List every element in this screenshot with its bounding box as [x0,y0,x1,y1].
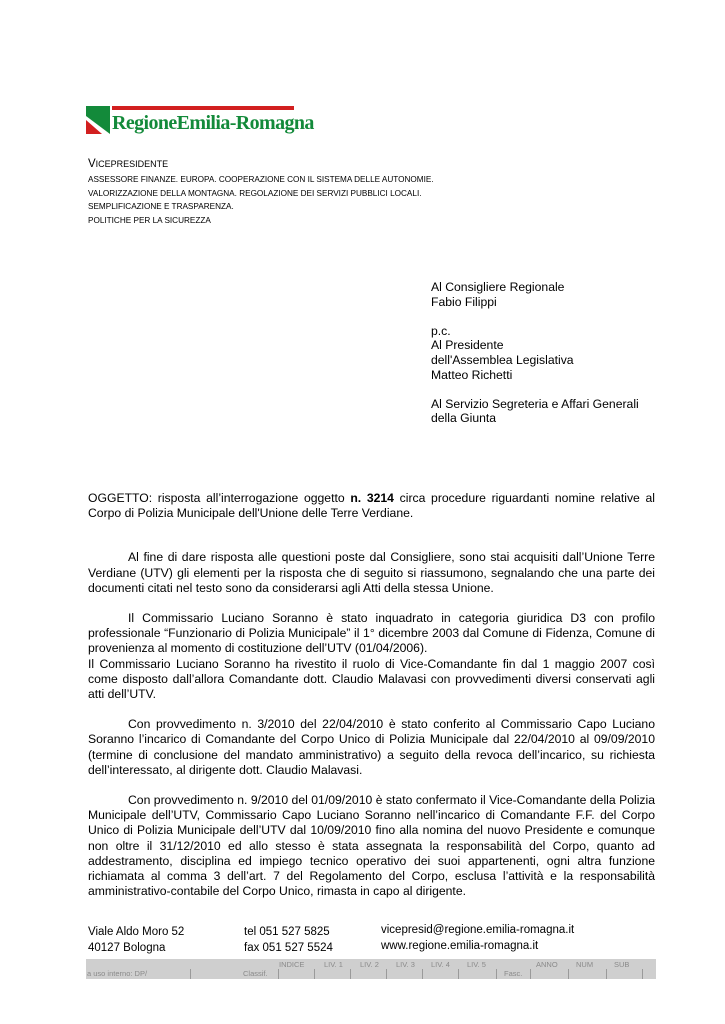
recipient-line: Al Servizio Segreteria e Affari Generali [431,396,639,411]
recipient-line: dell'Assemblea Legislativa [431,352,574,367]
office-line-2: VALORIZZAZIONE DELLA MONTAGNA. REGOLAZIONE DEI SERVIZI PUBBLICI LOCALI. [88,188,422,198]
paragraph-2: Il Commissario Luciano Soranno è stato inquadrato in categoria giuridica D3 con profilo professionale “Funzionario di Polizia Municipale” il 1° dicembre 2003 dal Comune di Fidenza, Comune di provenienza al momento di costituzione dell’UTV (01/04/2006). [88,611,655,656]
recipient-line: Matteo Richetti [431,367,513,382]
logo-text: RegioneEmilia-Romagna [112,112,314,134]
footer-phone [244,924,333,956]
band-indice: INDICE [279,960,305,969]
vicepresidente-title [88,158,434,170]
subject-suffix: circa procedure riguardanti nomine relative al Corpo di Polizia Municipale dell'Unione delle Terre Verdiane. [88,491,655,521]
website: www.regione.emilia-romagna.it [381,940,539,952]
band-liv2: LIV. 2 [360,960,379,969]
letter-body [88,491,655,899]
band-uso-interno: a uso interno: DP/ [87,969,148,978]
paragraph-2b: Il Commissario Luciano Soranno ha rivestito il ruolo di Vice-Comandante fin dal 1 maggio 2007 così come disposto dall’allora Comandante dott. Claudio Malavasi con provvedimenti diversi conservati agli atti dell’UTV. [88,656,655,702]
footer-address [88,924,184,956]
paragraph-1: Al fine di dare risposta alle questioni poste dal Consigliere, sono stai acquisiti dall’Unione Terre Verdiane (UTV) gli elementi per la risposta che di seguito si riassumono, segnalando che una parte dei documenti citati nel testo sono da considerarsi agli Atti della stessa Unione. [88,550,655,595]
classification-band [86,959,656,979]
paragraph-3: Con provvedimento n. 3/2010 del 22/04/2010 è stato conferito al Commissario Capo Luciano Soranno l’incarico di Comandante del Corpo Unico di Polizia Municipale dal 22/04/2010 al 09/09/2010 (termine di conclusione del mandato amministrativo) a seguito della revoca dell’incarico, su richiesta dell’interessato, al dirigente dott. Claudio Malavasi. [88,717,655,777]
paragraph-4: Con provvedimento n. 9/2010 del 01/09/2010 è stato confermato il Vice-Comandante della Polizia Municipale dell’UTV, Commissario Capo Luciano Soranno nell’incarico di Comandante F.F. del Corpo Unico di Polizia Municipale dell’UTV dal 10/09/2010 fino alla nomina del nuovo Presidente e comunque non oltre il 31/12/2010 ed allo stesso è stata assegnata la responsabilità del Corpo, quanto ad addestramento, disciplina ed impiego tecnico operativo dei suoi appartenenti, ogni altra funzione richiamata al comma 3 dell’art. 7 del Regolamento del Corpo, esclusa l’attività e la responsabilità amministrativo-contabile del Corpo Unico, rimasta in capo al dirigente. [88,793,655,899]
band-liv3: LIV. 3 [396,960,415,969]
office-header [88,158,434,227]
office-line-1: ASSESSORE FINANZE. EUROPA. COOPERAZIONE CON IL SISTEMA DELLE AUTONOMIE. [88,175,434,184]
band-anno: ANNO [536,960,558,969]
recipient-line: p.c. [431,323,451,338]
recipient-line: della Giunta [431,411,497,426]
band-num: NUM [576,960,594,969]
subject-line [88,491,655,521]
phone-tel: tel 051 527 5825 [244,926,330,938]
band-fasc: Fasc. [504,969,523,978]
band-sub: SUB [614,960,630,969]
footer-web [381,922,574,954]
subject-number: n. 3214 [350,491,394,505]
recipient-line: Al Presidente [431,338,504,353]
office-line-4: POLITICHE PER LA SICUREZZA [88,215,211,225]
recipient-line: Fabio Filippi [431,294,497,309]
band-liv4: LIV. 4 [431,960,450,969]
band-liv1: LIV. 1 [324,960,343,969]
logo-flag-icon [86,106,110,134]
band-classif: Classif. [243,969,268,978]
subject-prefix: OGGETTO: risposta all’interrogazione oggetto [88,491,351,505]
band-liv5: LIV. 5 [467,960,486,969]
recipients-block [431,280,639,426]
address-city: 40127 Bologna [88,942,166,954]
office-line-3: SEMPLIFICAZIONE E TRASPARENZA. [88,202,234,211]
region-logo [86,104,314,138]
recipient-line: Al Consigliere Regionale [431,280,565,294]
phone-fax: fax 051 527 5524 [244,942,333,954]
vicepresidente-label: VICEPRESIDENTE [88,158,169,170]
email-address: vicepresid@regione.emilia-romagna.it [381,924,575,936]
address-street: Viale Aldo Moro 52 [88,926,185,938]
logo-red-bar [112,106,294,110]
